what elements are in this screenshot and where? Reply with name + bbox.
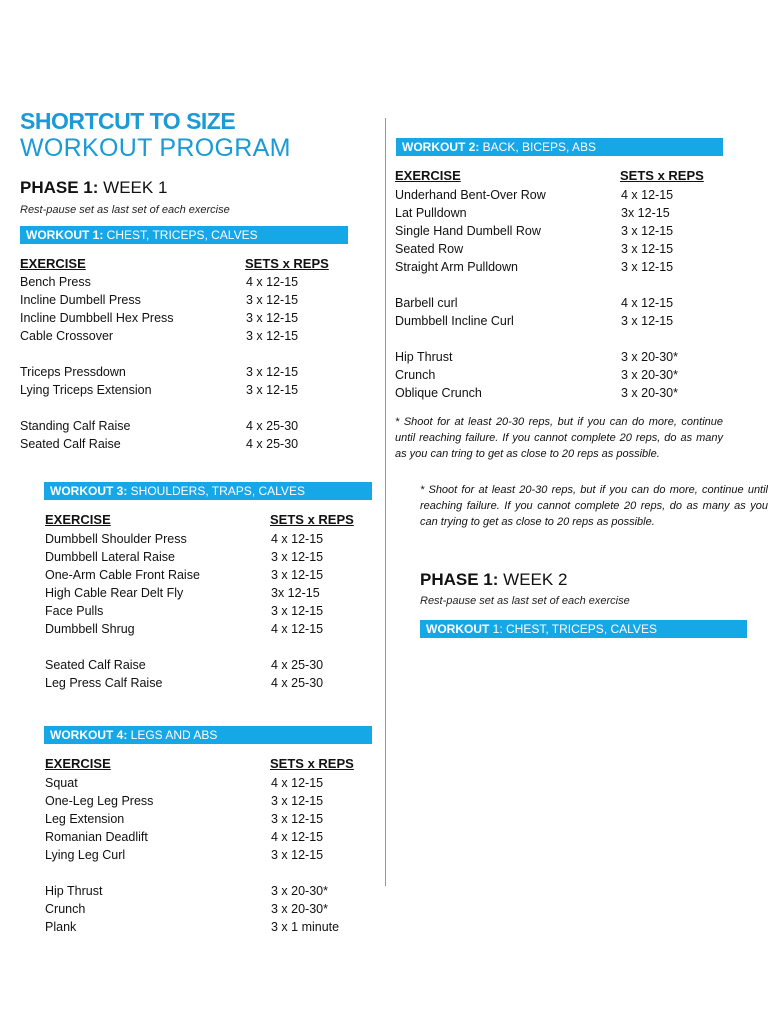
sets-reps: 4 x 12-15 [621,188,674,202]
phase-heading-week1 [20,178,167,198]
sets-reps: 4 x 12-15 [271,830,324,844]
exercise-name: Triceps Pressdown [20,365,126,379]
exercise-name: Bench Press [20,275,91,289]
sets-reps: 4 x 25-30 [271,676,324,690]
exercise-name: One-Leg Leg Press [45,794,154,808]
phase-week: WEEK 1 [103,178,168,197]
workout2-exercise-header: EXERCISE [395,168,461,183]
exercise-row [45,900,375,918]
workout2-bar [396,138,723,156]
exercise-row [395,366,725,384]
workout2-sets-header: SETS x REPS [620,168,704,183]
exercise-row [20,417,350,435]
exercise-row [45,620,375,638]
phase-label: PHASE 1: [20,178,99,197]
exercise-row [45,638,375,656]
footnote-repeat: * Shoot for at least 20-30 reps, but if you can do more, continue until reaching failure. If you cannot complete 20 reps, do as many as you can trying to get as close to 20 reps as possible. [420,484,768,528]
exercise-row [395,384,725,402]
exercise-row [395,240,725,258]
exercise-name: Dumbbell Shrug [45,622,135,636]
exercise-name: Crunch [45,902,86,916]
exercise-name: Leg Press Calf Raise [45,676,163,690]
sets-reps: 3 x 12-15 [271,568,324,582]
exercise-name: Dumbbell Lateral Raise [45,550,175,564]
exercise-name: Dumbbell Incline Curl [395,314,514,328]
exercise-name: Romanian Deadlift [45,830,148,844]
workout4-table [45,774,375,936]
exercise-row [395,258,725,276]
workout3-table [45,530,375,692]
workout4-sets-header: SETS x REPS [270,756,354,771]
sets-reps: 3 x 12-15 [271,550,324,564]
workout1-bar-label: WORKOUT 1: [26,228,104,242]
exercise-row [45,566,375,584]
workout2-footnote: * Shoot for at least 20-30 reps, but if you can do more, continue until reaching failure. If you cannot complete 20 reps, do as many as you can tring to get as close to 20 reps as possible. [395,416,723,460]
exercise-name: Dumbbell Shoulder Press [45,532,187,546]
exercise-name: Lying Triceps Extension [20,383,152,397]
sets-reps: 3 x 20-30* [271,884,328,898]
sets-reps: 3 x 12-15 [246,293,299,307]
exercise-row [45,882,375,900]
sets-reps: 3 x 12-15 [246,311,299,325]
exercise-name: Face Pulls [45,604,104,618]
workout3-bar-muscles: SHOULDERS, TRAPS, CALVES [130,484,305,498]
week2-workout1-bar-label: WORKOUT [426,622,490,636]
exercise-name: One-Arm Cable Front Raise [45,568,200,582]
exercise-row [20,363,350,381]
exercise-name: Incline Dumbbell Hex Press [20,311,174,325]
sets-reps: 3x 12-15 [621,206,670,220]
program-title: SHORTCUT TO SIZE [20,108,236,134]
sets-reps: 3 x 20-30* [271,902,328,916]
exercise-row [395,348,725,366]
exercise-row [45,792,375,810]
exercise-name: Lying Leg Curl [45,848,126,862]
workout3-sets-header: SETS x REPS [270,512,354,527]
exercise-row [20,327,350,345]
exercise-row [45,656,375,674]
workout1-bar [20,226,348,244]
sets-reps: 3 x 12-15 [246,329,299,343]
sets-reps: 3 x 12-15 [621,224,674,238]
exercise-name: Oblique Crunch [395,386,482,400]
workout1-sets-header: SETS x REPS [245,256,329,271]
exercise-name: Leg Extension [45,812,125,826]
exercise-name: Standing Calf Raise [20,419,131,433]
exercise-name: Seated Row [395,242,464,256]
sets-reps: 3 x 12-15 [621,242,674,256]
exercise-name: Seated Calf Raise [20,437,121,451]
exercise-name: Crunch [395,368,436,382]
sets-reps: 3 x 12-15 [271,812,324,826]
sets-reps: 4 x 12-15 [271,532,324,546]
exercise-row [20,345,350,363]
sets-reps: 3 x 12-15 [621,260,674,274]
exercise-row [45,530,375,548]
workout4-bar-muscles: LEGS AND ABS [130,728,218,742]
sets-reps: 3 x 20-30* [621,350,678,364]
sets-reps: 3 x 20-30* [621,368,678,382]
exercise-name: Seated Calf Raise [45,658,146,672]
sets-reps: 3 x 12-15 [621,314,674,328]
program-subtitle: WORKOUT PROGRAM [20,134,291,162]
sets-reps: 3 x 20-30* [621,386,678,400]
exercise-row [20,399,350,417]
sets-reps: 4 x 25-30 [271,658,324,672]
exercise-row [45,864,375,882]
sets-reps: 3 x 12-15 [246,383,299,397]
sets-reps: 3 x 12-15 [246,365,299,379]
sets-reps: 3x 12-15 [271,586,320,600]
sets-reps: 4 x 25-30 [246,419,299,433]
sets-reps: 3 x 12-15 [271,604,324,618]
exercise-row [395,222,725,240]
exercise-name: Underhand Bent-Over Row [395,188,546,202]
workout2-table [395,186,725,402]
exercise-name: Barbell curl [395,296,458,310]
workout3-exercise-header: EXERCISE [45,512,111,527]
exercise-row [45,774,375,792]
exercise-name: Hip Thrust [395,350,453,364]
workout4-exercise-header: EXERCISE [45,756,111,771]
sets-reps: 3 x 1 minute [271,920,340,934]
phase-note-week2: Rest-pause set as last set of each exercise [420,595,630,607]
workout3-bar [44,482,372,500]
exercise-name: High Cable Rear Delt Fly [45,586,184,600]
workout1-exercise-header: EXERCISE [20,256,86,271]
sets-reps: 4 x 12-15 [621,296,674,310]
sets-reps: 4 x 12-15 [246,275,299,289]
exercise-row [395,294,725,312]
week2-workout1-bar-muscles: 1: CHEST, TRICEPS, CALVES [492,622,657,636]
exercise-name: Cable Crossover [20,329,114,343]
phase-note: Rest-pause set as last set of each exercise [20,204,230,216]
sets-reps: 3 x 12-15 [271,848,324,862]
exercise-row [395,186,725,204]
week2-workout1-bar [420,620,747,638]
exercise-row [45,584,375,602]
sets-reps: 4 x 25-30 [246,437,299,451]
exercise-row [45,828,375,846]
exercise-name: Straight Arm Pulldown [395,260,518,274]
exercise-name: Lat Pulldown [395,206,467,220]
exercise-row [45,918,375,936]
exercise-row [45,674,375,692]
sets-reps: 3 x 12-15 [271,794,324,808]
exercise-name: Squat [45,776,78,790]
exercise-name: Incline Dumbell Press [20,293,141,307]
exercise-name: Single Hand Dumbell Row [395,224,541,238]
exercise-row [395,330,725,348]
exercise-row [45,602,375,620]
exercise-row [395,312,725,330]
workout3-bar-label: WORKOUT 3: [50,484,128,498]
exercise-name: Hip Thrust [45,884,103,898]
workout1-table [20,273,350,453]
exercise-row [395,276,725,294]
column-divider [385,118,386,886]
workout4-bar-label: WORKOUT 4: [50,728,128,742]
sets-reps: 4 x 12-15 [271,622,324,636]
phase-week-2: WEEK 2 [503,570,568,589]
workout1-bar-muscles: CHEST, TRICEPS, CALVES [106,228,258,242]
workout4-bar [44,726,372,744]
exercise-row [20,309,350,327]
exercise-row [20,381,350,399]
phase-heading-week2 [420,570,567,590]
exercise-name: Plank [45,920,77,934]
workout2-bar-label: WORKOUT 2: [402,140,480,154]
sets-reps: 4 x 12-15 [271,776,324,790]
exercise-row [45,846,375,864]
phase-label-week2: PHASE 1: [420,570,499,589]
exercise-row [20,273,350,291]
exercise-row [20,291,350,309]
workout2-bar-muscles: BACK, BICEPS, ABS [482,140,597,154]
exercise-row [45,810,375,828]
exercise-row [45,548,375,566]
exercise-row [395,204,725,222]
exercise-row [20,435,350,453]
